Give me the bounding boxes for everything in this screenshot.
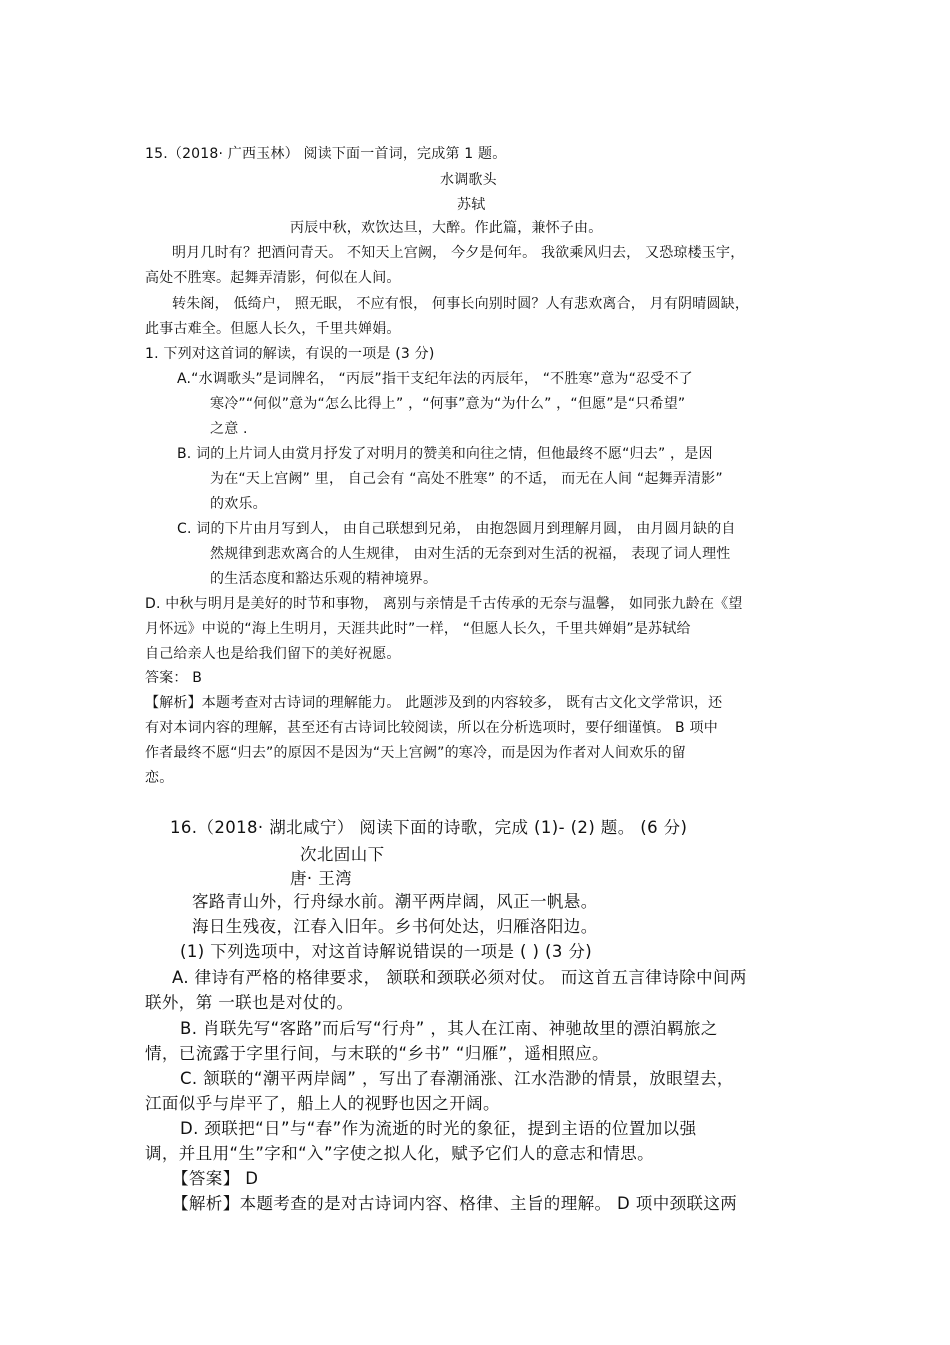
q16-analysis: 【解析】本题考查的是对古诗词内容、格律、主旨的理解。 D 项中颈联这两: [172, 1194, 738, 1213]
q15-option-d-cont: 自己给亲人也是给我们留下的美好祝愿。: [145, 646, 401, 662]
q15-option-a-cont: 之意 .: [210, 421, 248, 437]
q16-option-c-cont: 江面似乎与岸平了，船上人的视野也因之开阔。: [145, 1094, 500, 1113]
q16-answer: 【答案】 D: [172, 1169, 259, 1188]
q16-poem-title: 次北固山下: [300, 845, 385, 864]
q15-header: 15.（2018· 广西玉林） 阅读下面一首词，完成第 1 题。: [145, 146, 507, 162]
q16-option-b-cont: 情，已流露于字里行间，与末联的“乡书” “归雁”，遥相照应。: [145, 1044, 609, 1063]
q16-option-d-cont: 调，并且用“生”字和“入”字使之拟人化，赋予它们人的意志和情思。: [145, 1144, 654, 1163]
q15-answer: 答案： B: [145, 670, 203, 686]
q16-header: 16.（2018· 湖北咸宁） 阅读下面的诗歌，完成 (1)- (2) 题。 (6 分): [170, 818, 688, 837]
q16-option-c: C. 颔联的“潮平两岸阔” ，写出了春潮涌涨、江水浩渺的情景，放眼望去，: [180, 1069, 734, 1088]
q15-option-a-cont: 寒冷”“何似”意为“怎么比得上” ，“何事”意为“为什么” ，“但愿”是“只希望”: [210, 396, 686, 412]
q16-option-d: D. 颈联把“日”与“春”作为流逝的时光的象征，提到主语的位置加以强: [180, 1119, 697, 1138]
q15-analysis: 【解析】本题考查对古诗词的理解能力。 此题涉及到的内容较多， 既有古文化文学常识，还: [145, 695, 723, 711]
q15-analysis-cont: 作者最终不愿“归去”的原因不是因为“天上宫阙”的寒冷，而是因为作者对人间欢乐的留: [145, 745, 687, 761]
q15-option-b: B. 词的上片词人由赏月抒发了对明月的赞美和向往之情，但他最终不愿“归去” ，是因: [177, 446, 713, 462]
q16-option-a-cont: 联外，第 一联也是对仗的。: [145, 993, 354, 1012]
q15-option-c: C. 词的下片由月写到人， 由自己联想到兄弟， 由抱怨圆月到理解月圆， 由月圆月缺的自: [177, 521, 736, 537]
q15-poem-line: 此事古难全。但愿人长久，千里共婵娟。: [145, 321, 401, 337]
q15-poem-line: 高处不胜寒。起舞弄清影，何似在人间。: [145, 270, 401, 286]
q15-poem-line: 明月几时有？把酒问青天。 不知天上宫阙， 今夕是何年。 我欲乘风归去， 又恐琼楼玉宇，: [172, 245, 745, 261]
q15-option-a: A.“水调歌头”是词牌名， “丙辰”指干支纪年法的丙辰年， “不胜寒”意为“忍受不了: [177, 371, 693, 387]
q15-option-c-cont: 的生活态度和豁达乐观的精神境界。: [210, 571, 438, 587]
q15-question: 1. 下列对这首词的解读，有误的一项是 (3 分): [145, 346, 435, 362]
q15-analysis-cont: 有对本词内容的理解，甚至还有古诗词比较阅读，所以在分析选项时，要仔细谨慎。 B 项中: [145, 720, 718, 736]
q15-poem-author: 苏轼: [457, 197, 486, 213]
q15-poem-preface: 丙辰中秋，欢饮达旦，大醉。作此篇，兼怀子由。: [290, 220, 603, 236]
q15-option-c-cont: 然规律到悲欢离合的人生规律， 由对生活的无奈到对生活的祝福， 表现了词人理性: [210, 546, 731, 562]
q16-question: (1) 下列选项中，对这首诗解说错误的一项是 ( ) (3 分): [180, 942, 593, 961]
q16-poem-author: 唐· 王湾: [290, 869, 352, 888]
q16-poem-line: 海日生残夜，江春入旧年。乡书何处达，归雁洛阳边。: [192, 917, 598, 936]
q15-poem-title: 水调歌头: [440, 172, 497, 188]
q15-option-b-cont: 为在“天上宫阙” 里， 自己会有 “高处不胜寒” 的不适， 而无在人间 “起舞弄清影”: [210, 471, 723, 487]
q15-option-d: D. 中秋与明月是美好的时节和事物， 离别与亲情是千古传承的无奈与温馨， 如同张九龄在《望: [145, 596, 743, 612]
q15-poem-line: 转朱阁， 低绮户， 照无眠， 不应有恨， 何事长向别时圆？人有悲欢离合， 月有阴晴圆缺，: [172, 296, 750, 312]
q16-option-a: A. 律诗有严格的格律要求， 颔联和颈联必须对仗。 而这首五言律诗除中间两: [172, 968, 747, 987]
q15-option-d-cont: 月怀远》中说的“海上生明月，天涯共此时”一样， “但愿人长久，千里共婵娟”是苏轼给: [145, 621, 691, 637]
q16-option-b: B. 肖联先写“客路”而后写“行舟” ，其人在江南、神驰故里的漂泊羁旅之: [180, 1019, 718, 1038]
q15-analysis-cont: 恋。: [145, 770, 174, 786]
q15-option-b-cont: 的欢乐。: [210, 496, 267, 512]
q16-poem-line: 客路青山外，行舟绿水前。潮平两岸阔，风正一帆悬。: [192, 892, 598, 911]
